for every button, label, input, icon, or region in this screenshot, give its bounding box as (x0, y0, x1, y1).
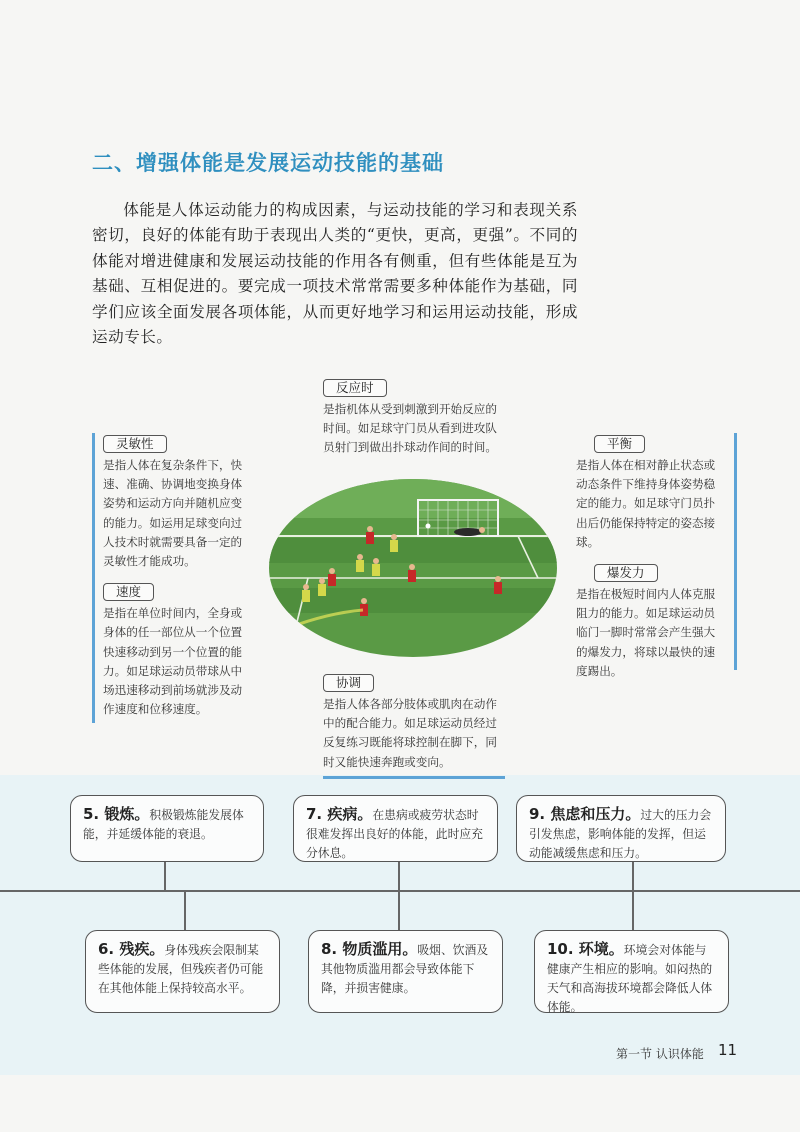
factor-node-substance-abuse (308, 930, 503, 1013)
balance-definition: 是指人体在相对静止状态或动态条件下维持身体姿势稳定的能力。如足球守门员扑出后仍能保持特定的姿态接球。 (576, 458, 716, 549)
balance-block (576, 433, 726, 552)
coordination-tag: 协调 (323, 674, 374, 692)
intro-paragraph (92, 198, 578, 350)
power-definition: 是指在极短时间内人体克服阻力的能力。如足球运动员临门一脚时常常会产生强大的爆发力，将球以最快的速度踢出。 (576, 587, 716, 678)
factor-text: 吸烟、饮酒及其他物质滥用都会导致体能下降，并损害健康。 (321, 943, 489, 995)
coordination-block (323, 672, 505, 779)
left-ability-column (92, 433, 253, 723)
reaction-time-block (323, 377, 503, 458)
factor-title: 5. 锻炼。 (83, 805, 150, 823)
factor-title: 9. 焦虑和压力。 (529, 805, 641, 823)
right-ability-column (576, 433, 737, 678)
speed-block (103, 581, 253, 719)
intro-text: 体能是人体运动能力的构成因素，与运动技能的学习和表现关系密切，良好的体能有助于表现出人类的“更快，更高，更强”。不同的体能对增进健康和发展运动技能的作用各有侧重，但有些体能是互为基础、互相促进的。要完成一项技术常常需要多种体能作为基础，同学们应该全面发展各项体能，从而更好地学习和运用运动技能，形成运动专长。 (92, 201, 578, 347)
factor-node-anxiety (516, 795, 726, 862)
soccer-field-illustration (268, 478, 558, 658)
agility-definition: 是指人体在复杂条件下，快速、准确、协调地变换身体姿势和运动方向并随机应变的能力。如运用足球变向过人技术时就需要具备一定的灵敏性才能成功。 (103, 458, 243, 569)
agility-block (103, 433, 253, 571)
speed-definition: 是指在单位时间内，全身或身体的任一部位从一个位置快速移动到另一个位置的能力。如足球运动员带球从中场迅速移动到前场就涉及动作速度和位移速度。 (103, 606, 243, 717)
connector-line-3 (398, 862, 400, 930)
agility-tag: 灵敏性 (103, 435, 167, 453)
balance-tag: 平衡 (594, 435, 645, 453)
connector-line-1 (164, 862, 166, 890)
factor-text: 过大的压力会引发焦虑，影响体能的发挥，但运动能减缓焦虑和压力。 (529, 808, 712, 860)
factor-title: 7. 疾病。 (306, 805, 373, 823)
factor-node-illness (293, 795, 498, 862)
power-tag: 爆发力 (594, 564, 658, 582)
factor-text: 身体残疾会限制某些体能的发展，但残疾者仍可能在其他体能上保持较高水平。 (98, 943, 264, 995)
section-title: 二、增强体能是发展运动技能的基础 (92, 151, 444, 175)
reaction-time-tag: 反应时 (323, 379, 387, 397)
speed-tag: 速度 (103, 583, 154, 601)
factor-text: 环境会对体能与健康产生相应的影响。如闷热的天气和高海拔环境都会降低人体体能。 (547, 943, 713, 1014)
connector-line-4 (632, 862, 634, 930)
factor-title: 6. 残疾。 (98, 940, 165, 958)
reaction-time-definition: 是指机体从受到刺激到开始反应的时间。如足球守门员从看到进攻队员射门到做出扑球动作间的时间。 (323, 402, 497, 455)
factor-node-disability (85, 930, 280, 1013)
connector-line-2 (184, 890, 186, 930)
coordination-definition: 是指人体各部分肢体或肌肉在动作中的配合能力。如足球运动员经过反复练习既能将球控制在脚下，同时又能快速奔跑或变向。 (323, 697, 497, 769)
footer-section-label: 第一节 认识体能 (616, 1047, 704, 1061)
factor-title: 10. 环境。 (547, 940, 624, 958)
page-number: 11 (718, 1041, 738, 1059)
factor-text: 在患病或疲劳状态时很难发挥出良好的体能，此时应充分休息。 (306, 808, 483, 860)
power-block (576, 562, 726, 681)
factor-text: 积极锻炼能发展体能，并延缓体能的衰退。 (83, 808, 244, 841)
factor-title: 8. 物质滥用。 (321, 940, 418, 958)
factor-node-exercise (70, 795, 264, 862)
connector-horizontal-line (0, 890, 800, 892)
factor-node-environment (534, 930, 729, 1013)
